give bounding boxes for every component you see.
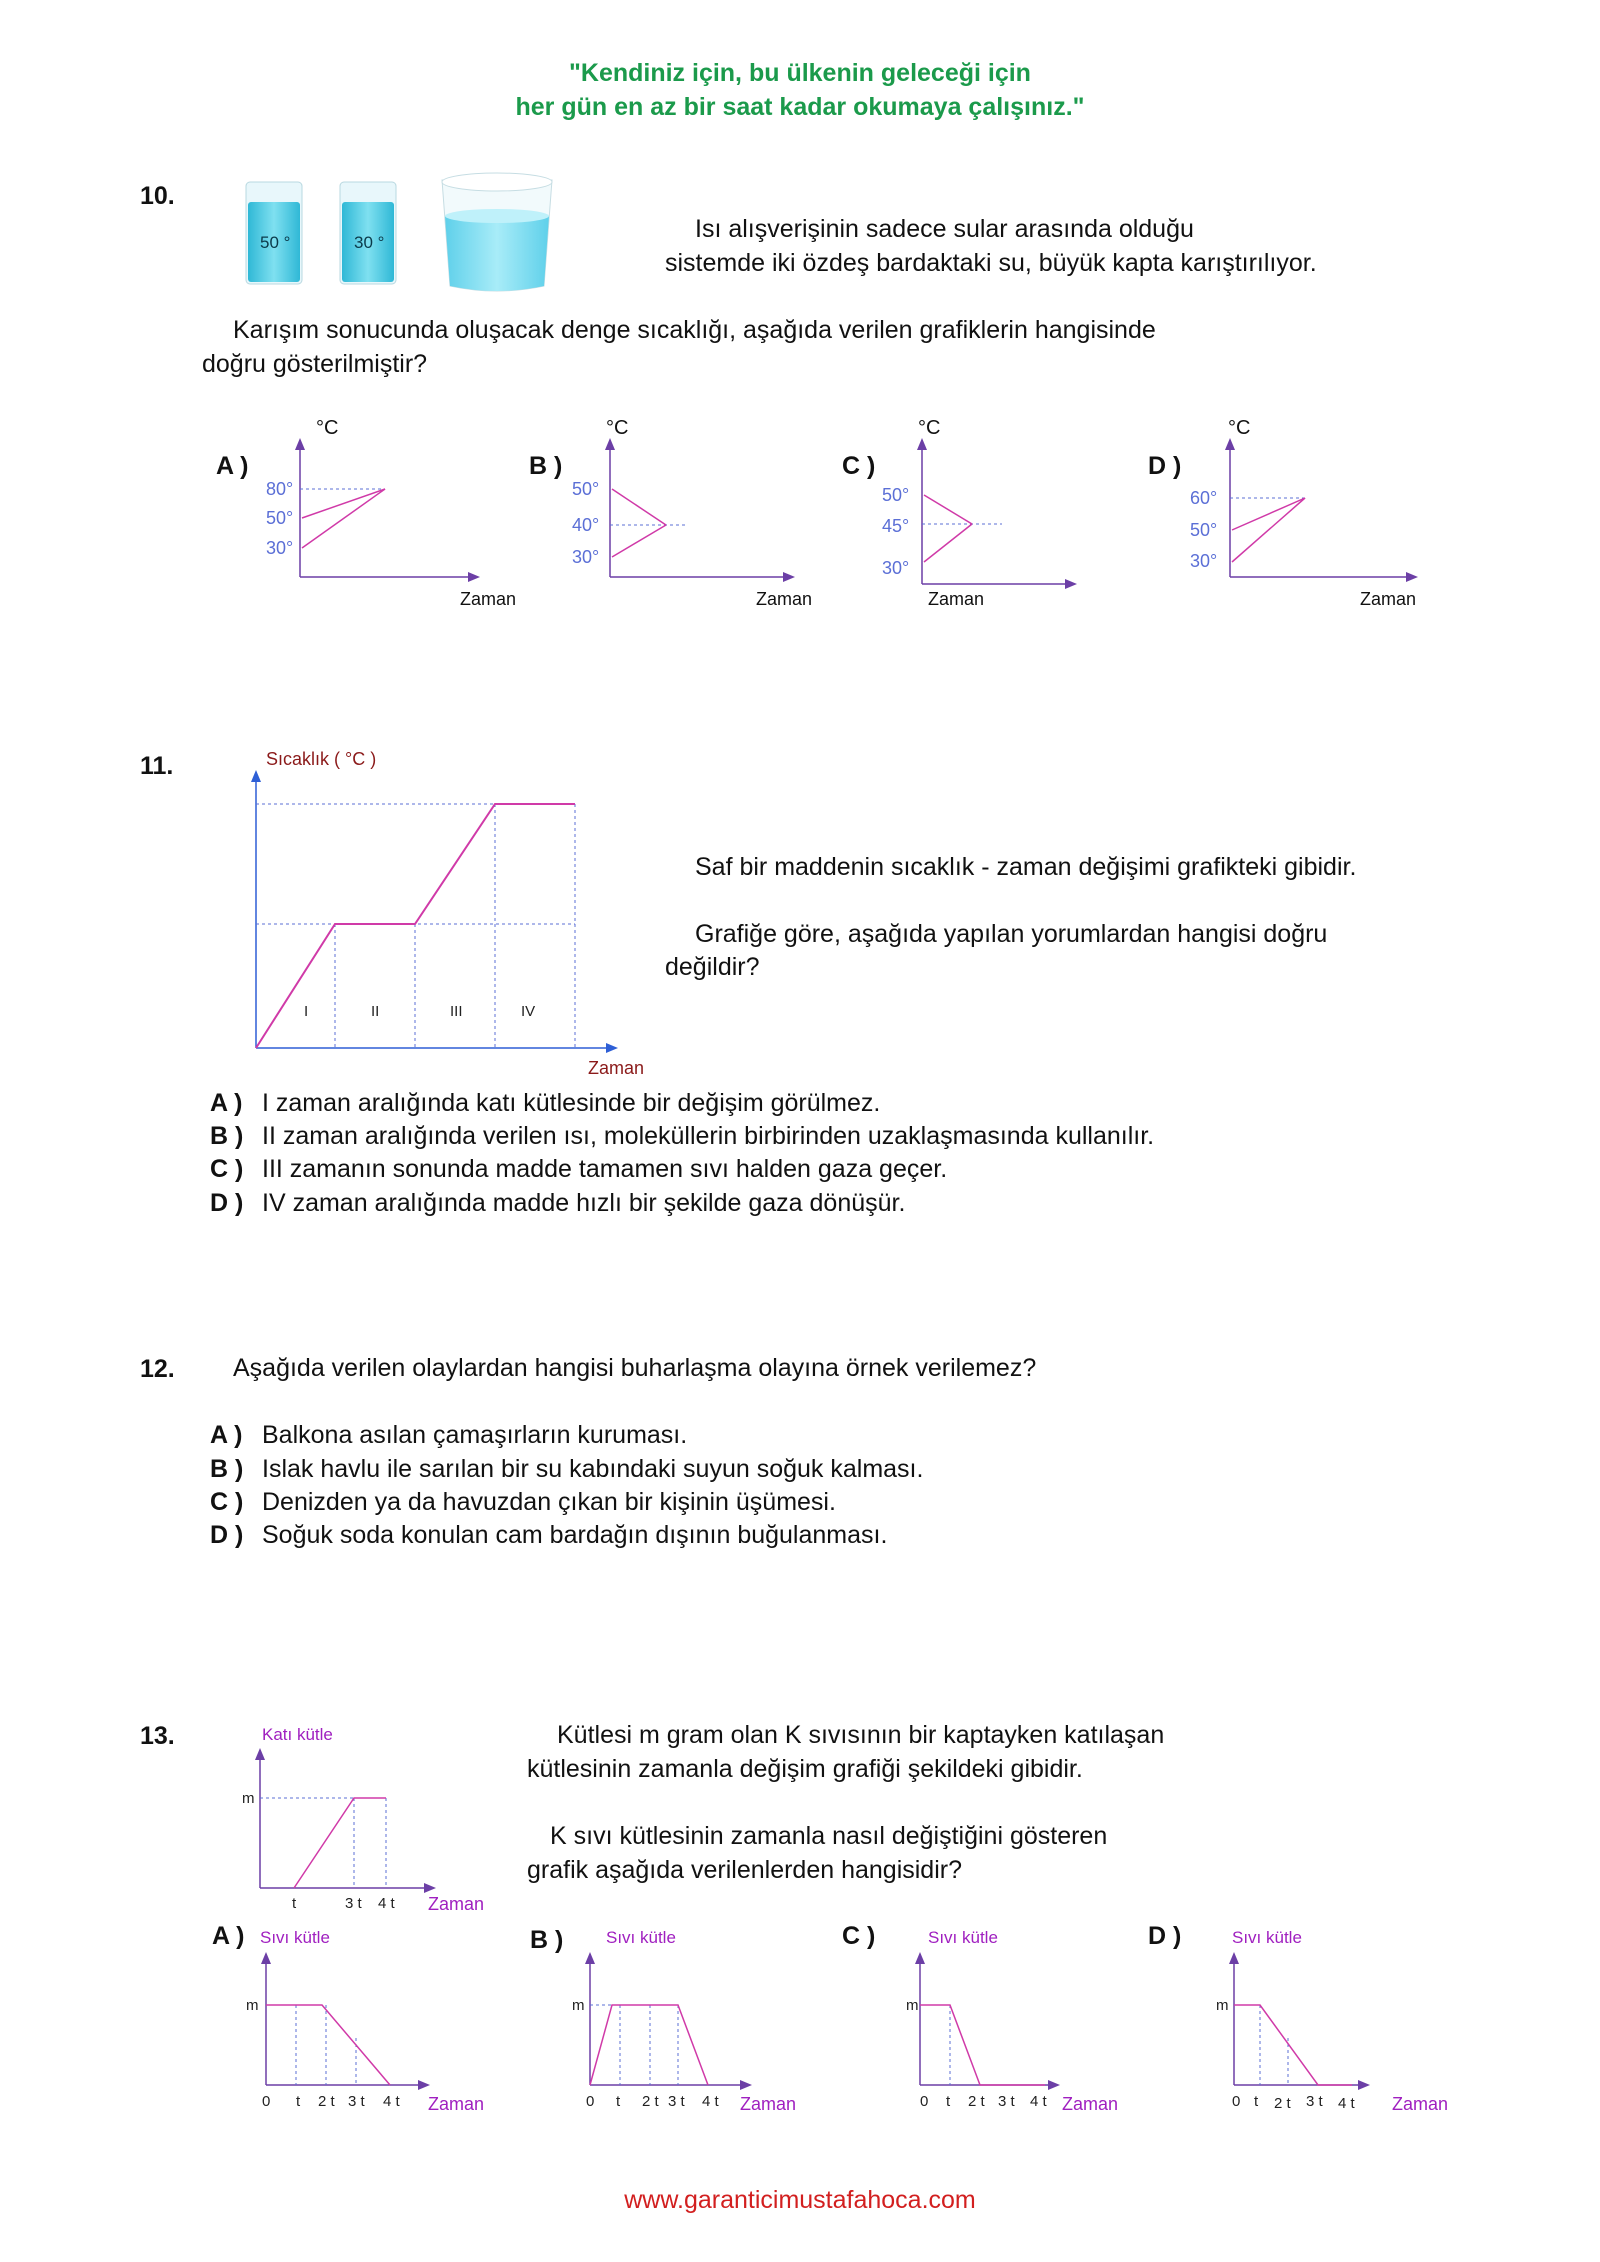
tick-label: t <box>296 2093 301 2110</box>
q13-option-d-label: D ) <box>1148 1922 1182 1950</box>
solid-mass-curve <box>294 1798 386 1888</box>
x-arrow <box>424 1883 436 1893</box>
tick-label: 30° <box>266 538 294 558</box>
option-text: Denizden ya da havuzdan çıkan bir kişinin üşümesi. <box>262 1488 836 1516</box>
liquid-mass-curve <box>1234 2005 1352 2085</box>
q11-text-line3: değildir? <box>665 953 760 981</box>
option-text: Islak havlu ile sarılan bir su kabındaki suyun soğuk kalması. <box>262 1455 924 1483</box>
q11-option-d <box>210 1186 905 1220</box>
x-label: Zaman <box>1392 2094 1449 2114</box>
tick-label: 0 <box>586 2093 595 2110</box>
q13-option-b-label: B ) <box>530 1926 564 1954</box>
option-text: I zaman aralığında katı kütlesinde bir değişim görülmez. <box>262 1089 881 1117</box>
tick-label: 4 t <box>383 2093 400 2110</box>
q13-text-line2: kütlesinin zamanla değişim grafiği şekildeki gibidir. <box>527 1755 1083 1783</box>
y-arrow <box>1225 438 1235 450</box>
q10-option-b-label: B ) <box>529 452 563 480</box>
x-label: Zaman <box>1062 2094 1119 2114</box>
q10-text-line1: Isı alışverişinin sadece sular arasında olduğu <box>695 215 1194 243</box>
footer-website-link[interactable]: www.garanticimustafahoca.com <box>624 2186 976 2214</box>
option-text: Soğuk soda konulan cam bardağın dışının buğulanması. <box>262 1521 888 1549</box>
tick-label: 50° <box>882 485 910 505</box>
y-arrow <box>251 770 261 782</box>
region-label: I <box>304 1003 309 1020</box>
y-arrow <box>295 438 305 450</box>
tick-label: 3 t <box>1306 2093 1323 2110</box>
option-label: C ) <box>210 1155 244 1183</box>
tick-label: 4 t <box>1338 2095 1355 2112</box>
line-30 <box>302 489 385 548</box>
motto-line1: "Kendiniz için, bu ülkenin geleceği için <box>569 59 1031 87</box>
x-label: Zaman <box>428 1894 485 1914</box>
tick-label: 2 t <box>642 2093 659 2110</box>
y-arrow <box>1229 1952 1239 1964</box>
q11-graph <box>240 746 680 1086</box>
q10-option-c-graph <box>872 412 1102 612</box>
x-label: Zaman <box>756 589 813 609</box>
q11-option-b <box>210 1119 1154 1153</box>
q11-text-line1: Saf bir maddenin sıcaklık - zaman değişimi grafikteki gibidir. <box>695 853 1357 881</box>
tick-label: 0 <box>262 2093 271 2110</box>
tick-label: 4 t <box>1030 2093 1047 2110</box>
tick-label: 30° <box>1190 551 1218 571</box>
x-arrow <box>783 572 795 582</box>
glass-30 <box>340 182 396 284</box>
x-label: Zaman <box>588 1058 645 1078</box>
m-label: m <box>242 1790 255 1807</box>
option-label: B ) <box>210 1122 244 1150</box>
line-50 <box>924 495 972 524</box>
tick-label: 3 t <box>345 1895 362 1912</box>
q10-number: 10. <box>140 182 175 210</box>
y-arrow <box>255 1748 265 1760</box>
q13-option-d-graph <box>1210 1910 1470 2115</box>
tick-label: 40° <box>572 515 600 535</box>
tick-label: 4 t <box>378 1895 395 1912</box>
m-label: m <box>906 1997 919 2014</box>
x-label: Zaman <box>1360 589 1417 609</box>
tick-label: 2 t <box>318 2093 335 2110</box>
tick-label: t <box>616 2093 621 2110</box>
tick-label: 50° <box>572 479 600 499</box>
y-label: Sıvı kütle <box>928 1928 998 1947</box>
q10-option-b-graph <box>560 412 850 612</box>
tick-label: 30° <box>572 547 600 567</box>
option-text: IV zaman aralığında madde hızlı bir şekilde gaza dönüşür. <box>262 1189 906 1217</box>
q12-option-d <box>210 1518 887 1552</box>
q10-option-d-graph <box>1180 412 1480 612</box>
y-arrow <box>917 438 927 450</box>
q11-text-line2: Grafiğe göre, aşağıda yapılan yorumlardan hangisi doğru <box>695 920 1328 948</box>
x-label: Zaman <box>928 589 985 609</box>
tick-label: t <box>1254 2093 1259 2110</box>
tick-label: 30° <box>882 558 910 578</box>
q13-option-c-label: C ) <box>842 1922 876 1950</box>
q13-option-b-graph <box>560 1910 820 2115</box>
option-label: C ) <box>210 1488 244 1516</box>
liquid-mass-curve <box>266 2005 390 2085</box>
q10-glasses-illustration <box>228 168 598 308</box>
liquid-mass-curve <box>920 2005 1045 2085</box>
q12-option-b <box>210 1452 923 1486</box>
tick-label: 4 t <box>702 2093 719 2110</box>
tick-label: t <box>292 1895 297 1912</box>
glass-50-label: 50 ° <box>260 233 291 252</box>
q11-option-c <box>210 1152 947 1186</box>
x-arrow <box>606 1043 618 1053</box>
q13-option-c-graph <box>900 1910 1160 2115</box>
glass-50 <box>246 182 302 284</box>
y-arrow <box>585 1952 595 1964</box>
option-label: A ) <box>210 1089 243 1117</box>
option-text: Balkona asılan çamaşırların kuruması. <box>262 1421 688 1449</box>
y-arrow <box>605 438 615 450</box>
x-arrow <box>468 572 480 582</box>
q13-number: 13. <box>140 1722 175 1750</box>
x-arrow <box>1358 2080 1370 2090</box>
y-label: Katı kütle <box>262 1725 333 1744</box>
q10-option-a-graph <box>250 412 540 612</box>
q13-text-line4: grafik aşağıda verilenlerden hangisidir? <box>527 1856 962 1884</box>
q10-question-line2: doğru gösterilmiştir? <box>202 350 428 378</box>
q12-option-a <box>210 1418 687 1452</box>
region-label: III <box>450 1003 463 1020</box>
line-30 <box>1232 498 1305 562</box>
x-label: Zaman <box>460 589 517 609</box>
unit-label: °C <box>1228 417 1251 439</box>
unit-label: °C <box>316 417 339 439</box>
tick-label: 3 t <box>998 2093 1015 2110</box>
option-label: D ) <box>210 1189 244 1217</box>
x-arrow <box>740 2080 752 2090</box>
q12-number: 12. <box>140 1355 175 1383</box>
q10-option-c-label: C ) <box>842 452 876 480</box>
q13-text-line1: Kütlesi m gram olan K sıvısının bir kaptayken katılaşan <box>557 1721 1165 1749</box>
m-label: m <box>1216 1997 1229 2014</box>
q13-option-a-label: A ) <box>212 1922 245 1950</box>
line-30 <box>612 525 666 557</box>
y-label: Sıcaklık ( °C ) <box>266 749 377 769</box>
line-50 <box>1232 498 1305 530</box>
q10-option-a-label: A ) <box>216 452 249 480</box>
x-label: Zaman <box>740 2094 797 2114</box>
tick-label: 2 t <box>1274 2095 1291 2112</box>
tick-label: 3 t <box>348 2093 365 2110</box>
tick-label: 2 t <box>968 2093 985 2110</box>
tick-label: 50° <box>1190 520 1218 540</box>
tick-label: 60° <box>1190 488 1218 508</box>
tick-label: 80° <box>266 479 294 499</box>
q11-number: 11. <box>140 752 174 780</box>
q13-option-a-graph <box>240 1910 500 2115</box>
tick-label: 0 <box>920 2093 929 2110</box>
y-label: Sıvı kütle <box>260 1928 330 1947</box>
m-label: m <box>246 1997 259 2014</box>
tick-label: 3 t <box>668 2093 685 2110</box>
option-text: II zaman aralığında verilen ısı, moleküllerin birbirinden uzaklaşmasında kullanılır. <box>262 1122 1155 1150</box>
glass-30-label: 30 ° <box>354 233 385 252</box>
motto-line2: her gün en az bir saat kadar okumaya çalışınız." <box>515 93 1085 121</box>
x-arrow <box>1065 579 1077 589</box>
line-50 <box>612 489 666 525</box>
q13-text-line3: K sıvı kütlesinin zamanla nasıl değiştiğini gösteren <box>550 1822 1108 1850</box>
tick-label: 0 <box>1232 2093 1241 2110</box>
option-label: D ) <box>210 1521 244 1549</box>
tick-label: 50° <box>266 508 294 528</box>
q11-option-a <box>210 1086 880 1120</box>
q10-question-line1: Karışım sonucunda oluşacak denge sıcaklığı, aşağıda verilen grafiklerin hangisinde <box>233 316 1156 344</box>
x-label: Zaman <box>428 2094 485 2114</box>
y-arrow <box>261 1952 271 1964</box>
q10-option-d-label: D ) <box>1148 452 1182 480</box>
y-label: Sıvı kütle <box>1232 1928 1302 1947</box>
option-label: B ) <box>210 1455 244 1483</box>
m-label: m <box>572 1997 585 2014</box>
q12-option-c <box>210 1485 836 1519</box>
q13-main-graph <box>236 1718 506 1918</box>
tick-label: 45° <box>882 516 910 536</box>
unit-label: °C <box>606 417 629 439</box>
option-text: III zamanın sonunda madde tamamen sıvı halden gaza geçer. <box>262 1155 948 1183</box>
region-label: II <box>371 1003 380 1020</box>
y-arrow <box>915 1952 925 1964</box>
big-container <box>442 173 552 291</box>
option-label: A ) <box>210 1421 243 1449</box>
tick-label: t <box>946 2093 951 2110</box>
x-arrow <box>1406 572 1418 582</box>
q12-question: Aşağıda verilen olaylardan hangisi buharlaşma olayına örnek verilemez? <box>233 1354 1037 1382</box>
line-50 <box>302 489 385 518</box>
q10-text-line2: sistemde iki özdeş bardaktaki su, büyük kapta karıştırılıyor. <box>665 249 1317 277</box>
y-label: Sıvı kütle <box>606 1928 676 1947</box>
x-arrow <box>1048 2080 1060 2090</box>
x-arrow <box>418 2080 430 2090</box>
liquid-mass-curve <box>590 2005 708 2085</box>
unit-label: °C <box>918 417 941 439</box>
line-30 <box>924 524 972 562</box>
region-label: IV <box>521 1003 536 1020</box>
